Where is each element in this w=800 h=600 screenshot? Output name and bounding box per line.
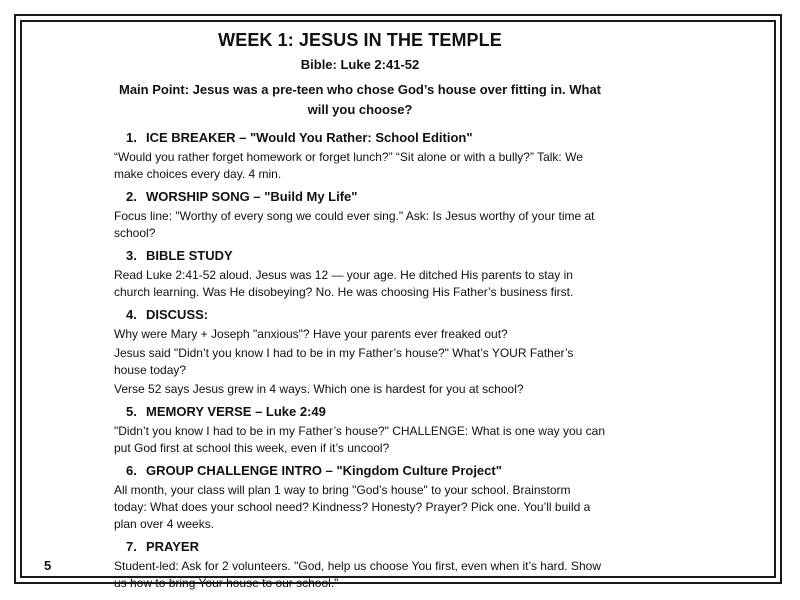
section-paragraph: Verse 52 says Jesus grew in 4 ways. Which one is hardest for you at school? bbox=[114, 382, 524, 396]
lesson-section bbox=[114, 539, 606, 592]
bible-reference: Bible: Luke 2:41-52 bbox=[300, 57, 420, 72]
section-number: 6. bbox=[126, 463, 137, 478]
section-number: 1. bbox=[126, 130, 137, 145]
section-number: 2. bbox=[126, 189, 137, 204]
section-heading-text: WORSHIP SONG – "Build My Life" bbox=[146, 189, 358, 204]
lesson-section bbox=[114, 248, 606, 301]
section-paragraph: Focus line: "Worthy of every song we could ever sing." Ask: Is Jesus worthy of your time at school? bbox=[114, 209, 595, 240]
section-heading bbox=[126, 189, 606, 204]
section-paragraph: "Didn’t you know I had to be in my Father’s house?" CHALLENGE: What is one way you can put God first at school this week, even if it’s uncool? bbox=[114, 424, 605, 455]
section-heading bbox=[126, 307, 606, 322]
section-heading-text: PRAYER bbox=[146, 539, 199, 554]
lesson-section bbox=[114, 307, 606, 398]
section-paragraph: Student-led: Ask for 2 volunteers. "God, help us choose You first, even when it’s hard. Show us how to bring Your house to our school." bbox=[114, 559, 601, 590]
lesson-section bbox=[114, 130, 606, 183]
lesson-sections bbox=[114, 130, 606, 592]
section-number: 5. bbox=[126, 404, 137, 419]
section-number: 3. bbox=[126, 248, 137, 263]
section-heading-text: MEMORY VERSE – Luke 2:49 bbox=[146, 404, 326, 419]
lesson-section bbox=[114, 404, 606, 457]
section-heading bbox=[126, 404, 606, 419]
section-number: 4. bbox=[126, 307, 137, 322]
section-heading bbox=[126, 130, 606, 145]
section-heading bbox=[126, 463, 606, 478]
page-number: 5 bbox=[44, 558, 52, 573]
lesson-content bbox=[114, 26, 606, 598]
section-paragraph: Why were Mary + Joseph "anxious"? Have your parents ever freaked out? bbox=[114, 327, 508, 341]
section-paragraph: Read Luke 2:41-52 aloud. Jesus was 12 — your age. He ditched His parents to stay in church learning. Was He disobeying? No. He was choosing His Father’s business first. bbox=[114, 268, 574, 299]
section-paragraph: “Would you rather forget homework or forget lunch?” “Sit alone or with a bully?” Talk: We make choices every day. 4 min. bbox=[114, 150, 583, 181]
section-heading bbox=[126, 539, 606, 554]
section-paragraph: Jesus said "Didn’t you know I had to be in my Father’s house?" What’s YOUR Father’s house today? bbox=[114, 346, 574, 377]
section-heading-text: BIBLE STUDY bbox=[146, 248, 233, 263]
lesson-section bbox=[114, 463, 606, 533]
main-point: Main Point: Jesus was a pre-teen who chose God’s house over fitting in. What will you choose? bbox=[118, 82, 602, 117]
section-heading-text: ICE BREAKER – "Would You Rather: School Edition" bbox=[146, 130, 473, 145]
section-number: 7. bbox=[126, 539, 137, 554]
page-title: WEEK 1: JESUS IN THE TEMPLE bbox=[218, 30, 502, 50]
section-heading-text: DISCUSS: bbox=[146, 307, 209, 322]
section-paragraph: All month, your class will plan 1 way to bring "God’s house" to your school. Brainstorm today: What does your school need? Kindness? Honesty? Prayer? Pick one. You’ll build a plan over 4 weeks. bbox=[114, 483, 591, 531]
section-heading bbox=[126, 248, 606, 263]
lesson-section bbox=[114, 189, 606, 242]
section-heading-text: GROUP CHALLENGE INTRO – "Kingdom Culture Project" bbox=[146, 463, 502, 478]
